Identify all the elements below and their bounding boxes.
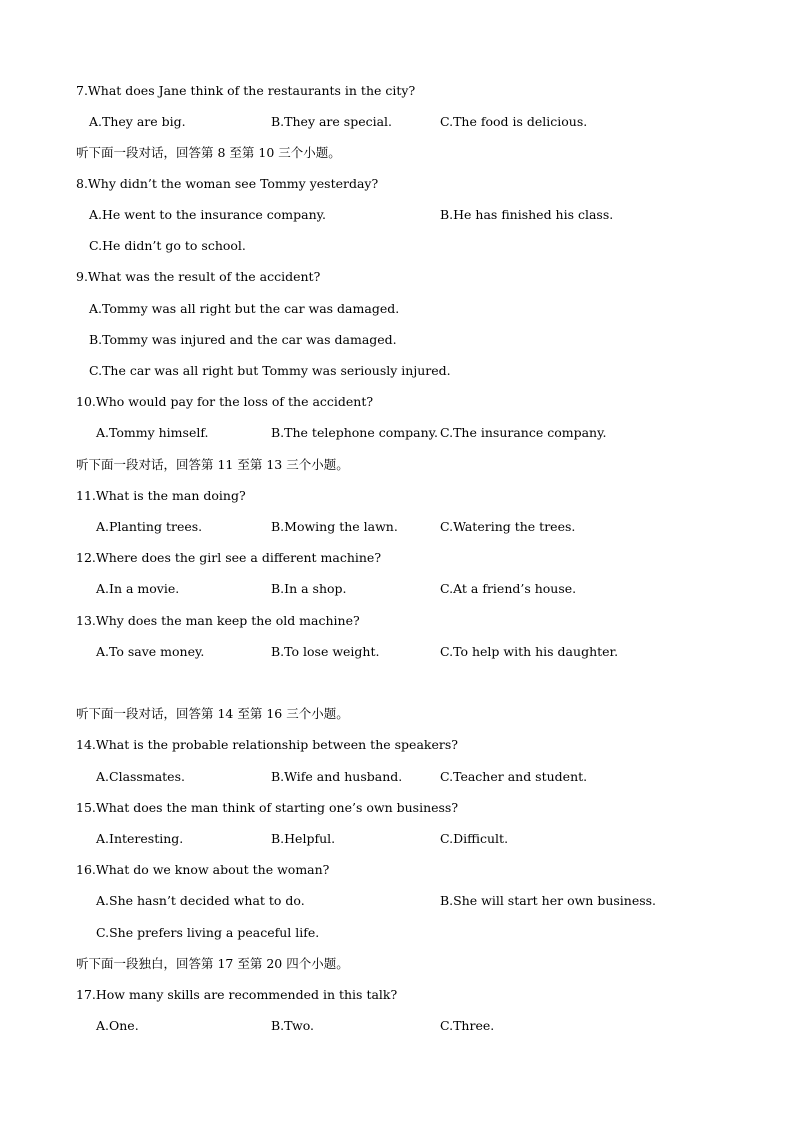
question-14-row bbox=[0, 735, 794, 755]
question-7-options bbox=[0, 112, 794, 132]
section-header-14-16: 听下面一段对话，回答第 14 至第 16 三个小题。 bbox=[76, 706, 349, 721]
section-header-17-20: 听下面一段独白，回答第 17 至第 20 四个小题。 bbox=[76, 956, 349, 971]
question-17-row bbox=[0, 985, 794, 1005]
question-10-row bbox=[0, 392, 794, 412]
option-9b[interactable]: B.Tommy was injured and the car was damaged. bbox=[89, 332, 397, 347]
option-9a[interactable]: A.Tommy was all right but the car was damaged. bbox=[89, 301, 400, 316]
option-17a[interactable]: A.One. bbox=[96, 1018, 139, 1033]
question-9-row bbox=[0, 267, 794, 287]
option-16a[interactable]: A.She hasn’t decided what to do. bbox=[96, 893, 305, 908]
option-12b[interactable]: B.In a shop. bbox=[271, 581, 347, 596]
option-15a[interactable]: A.Interesting. bbox=[96, 831, 184, 846]
question-10: 10.Who would pay for the loss of the accident? bbox=[76, 394, 374, 409]
option-17b[interactable]: B.Two. bbox=[271, 1018, 315, 1033]
option-10b[interactable]: B.The telephone company. bbox=[271, 425, 438, 440]
option-10c[interactable]: C.The insurance company. bbox=[440, 425, 607, 440]
question-13: 13.Why does the man keep the old machine? bbox=[76, 613, 360, 628]
question-7: 7.What does Jane think of the restaurants in the city? bbox=[76, 83, 416, 98]
question-16: 16.What do we know about the woman? bbox=[76, 862, 330, 877]
option-7a[interactable]: A.They are big. bbox=[89, 114, 186, 129]
section-header-8-10: 听下面一段对话，回答第 8 至第 10 三个小题。 bbox=[76, 145, 341, 160]
question-16-options-row2 bbox=[0, 923, 794, 943]
option-12a[interactable]: A.In a movie. bbox=[96, 581, 180, 596]
option-10a[interactable]: A.Tommy himself. bbox=[96, 425, 209, 440]
question-9-option-a-row bbox=[0, 299, 794, 319]
option-11a[interactable]: A.Planting trees. bbox=[96, 519, 203, 534]
question-14: 14.What is the probable relationship between the speakers? bbox=[76, 737, 458, 752]
question-11-row bbox=[0, 486, 794, 506]
section-header-8-10-row bbox=[0, 143, 794, 163]
question-10-options bbox=[0, 423, 794, 443]
option-12c[interactable]: C.At a friend’s house. bbox=[440, 581, 577, 596]
question-9-option-b-row bbox=[0, 330, 794, 350]
question-17-options bbox=[0, 1016, 794, 1036]
question-13-row bbox=[0, 611, 794, 631]
option-13c[interactable]: C.To help with his daughter. bbox=[440, 644, 619, 659]
option-15b[interactable]: B.Helpful. bbox=[271, 831, 336, 846]
section-header-17-20-row bbox=[0, 954, 794, 974]
question-16-row bbox=[0, 860, 794, 880]
question-17: 17.How many skills are recommended in this talk? bbox=[76, 987, 398, 1002]
option-13a[interactable]: A.To save money. bbox=[96, 644, 205, 659]
question-7-row bbox=[0, 81, 794, 101]
option-7b[interactable]: B.They are special. bbox=[271, 114, 393, 129]
option-8c[interactable]: C.He didn’t go to school. bbox=[89, 238, 246, 253]
question-8-row bbox=[0, 174, 794, 194]
option-8a[interactable]: A.He went to the insurance company. bbox=[89, 207, 327, 222]
question-11: 11.What is the man doing? bbox=[76, 488, 246, 503]
question-14-options bbox=[0, 767, 794, 787]
question-9-option-c-row bbox=[0, 361, 794, 381]
question-8-options-row1 bbox=[0, 205, 794, 225]
question-12: 12.Where does the girl see a different machine? bbox=[76, 550, 382, 565]
option-8b[interactable]: B.He has finished his class. bbox=[440, 207, 614, 222]
option-7c[interactable]: C.The food is delicious. bbox=[440, 114, 588, 129]
option-11b[interactable]: B.Mowing the lawn. bbox=[271, 519, 398, 534]
question-12-options bbox=[0, 579, 794, 599]
question-15-row bbox=[0, 798, 794, 818]
section-header-11-13: 听下面一段对话，回答第 11 至第 13 三个小题。 bbox=[76, 457, 349, 472]
question-9: 9.What was the result of the accident? bbox=[76, 269, 321, 284]
option-15c[interactable]: C.Difficult. bbox=[440, 831, 509, 846]
question-8-options-row2 bbox=[0, 236, 794, 256]
option-16c[interactable]: C.She prefers living a peaceful life. bbox=[96, 925, 320, 940]
question-11-options bbox=[0, 517, 794, 537]
question-15: 15.What does the man think of starting one’s own business? bbox=[76, 800, 459, 815]
section-header-11-13-row bbox=[0, 455, 794, 475]
option-14b[interactable]: B.Wife and husband. bbox=[271, 769, 403, 784]
option-13b[interactable]: B.To lose weight. bbox=[271, 644, 380, 659]
option-14a[interactable]: A.Classmates. bbox=[96, 769, 185, 784]
question-16-options-row1 bbox=[0, 891, 794, 911]
section-header-14-16-row bbox=[0, 704, 794, 724]
option-14c[interactable]: C.Teacher and student. bbox=[440, 769, 588, 784]
option-9c[interactable]: C.The car was all right but Tommy was seriously injured. bbox=[89, 363, 451, 378]
option-16b[interactable]: B.She will start her own business. bbox=[440, 893, 657, 908]
question-13-options bbox=[0, 642, 794, 662]
option-11c[interactable]: C.Watering the trees. bbox=[440, 519, 576, 534]
question-12-row bbox=[0, 548, 794, 568]
option-17c[interactable]: C.Three. bbox=[440, 1018, 495, 1033]
question-15-options bbox=[0, 829, 794, 849]
question-8: 8.Why didn’t the woman see Tommy yesterday? bbox=[76, 176, 379, 191]
